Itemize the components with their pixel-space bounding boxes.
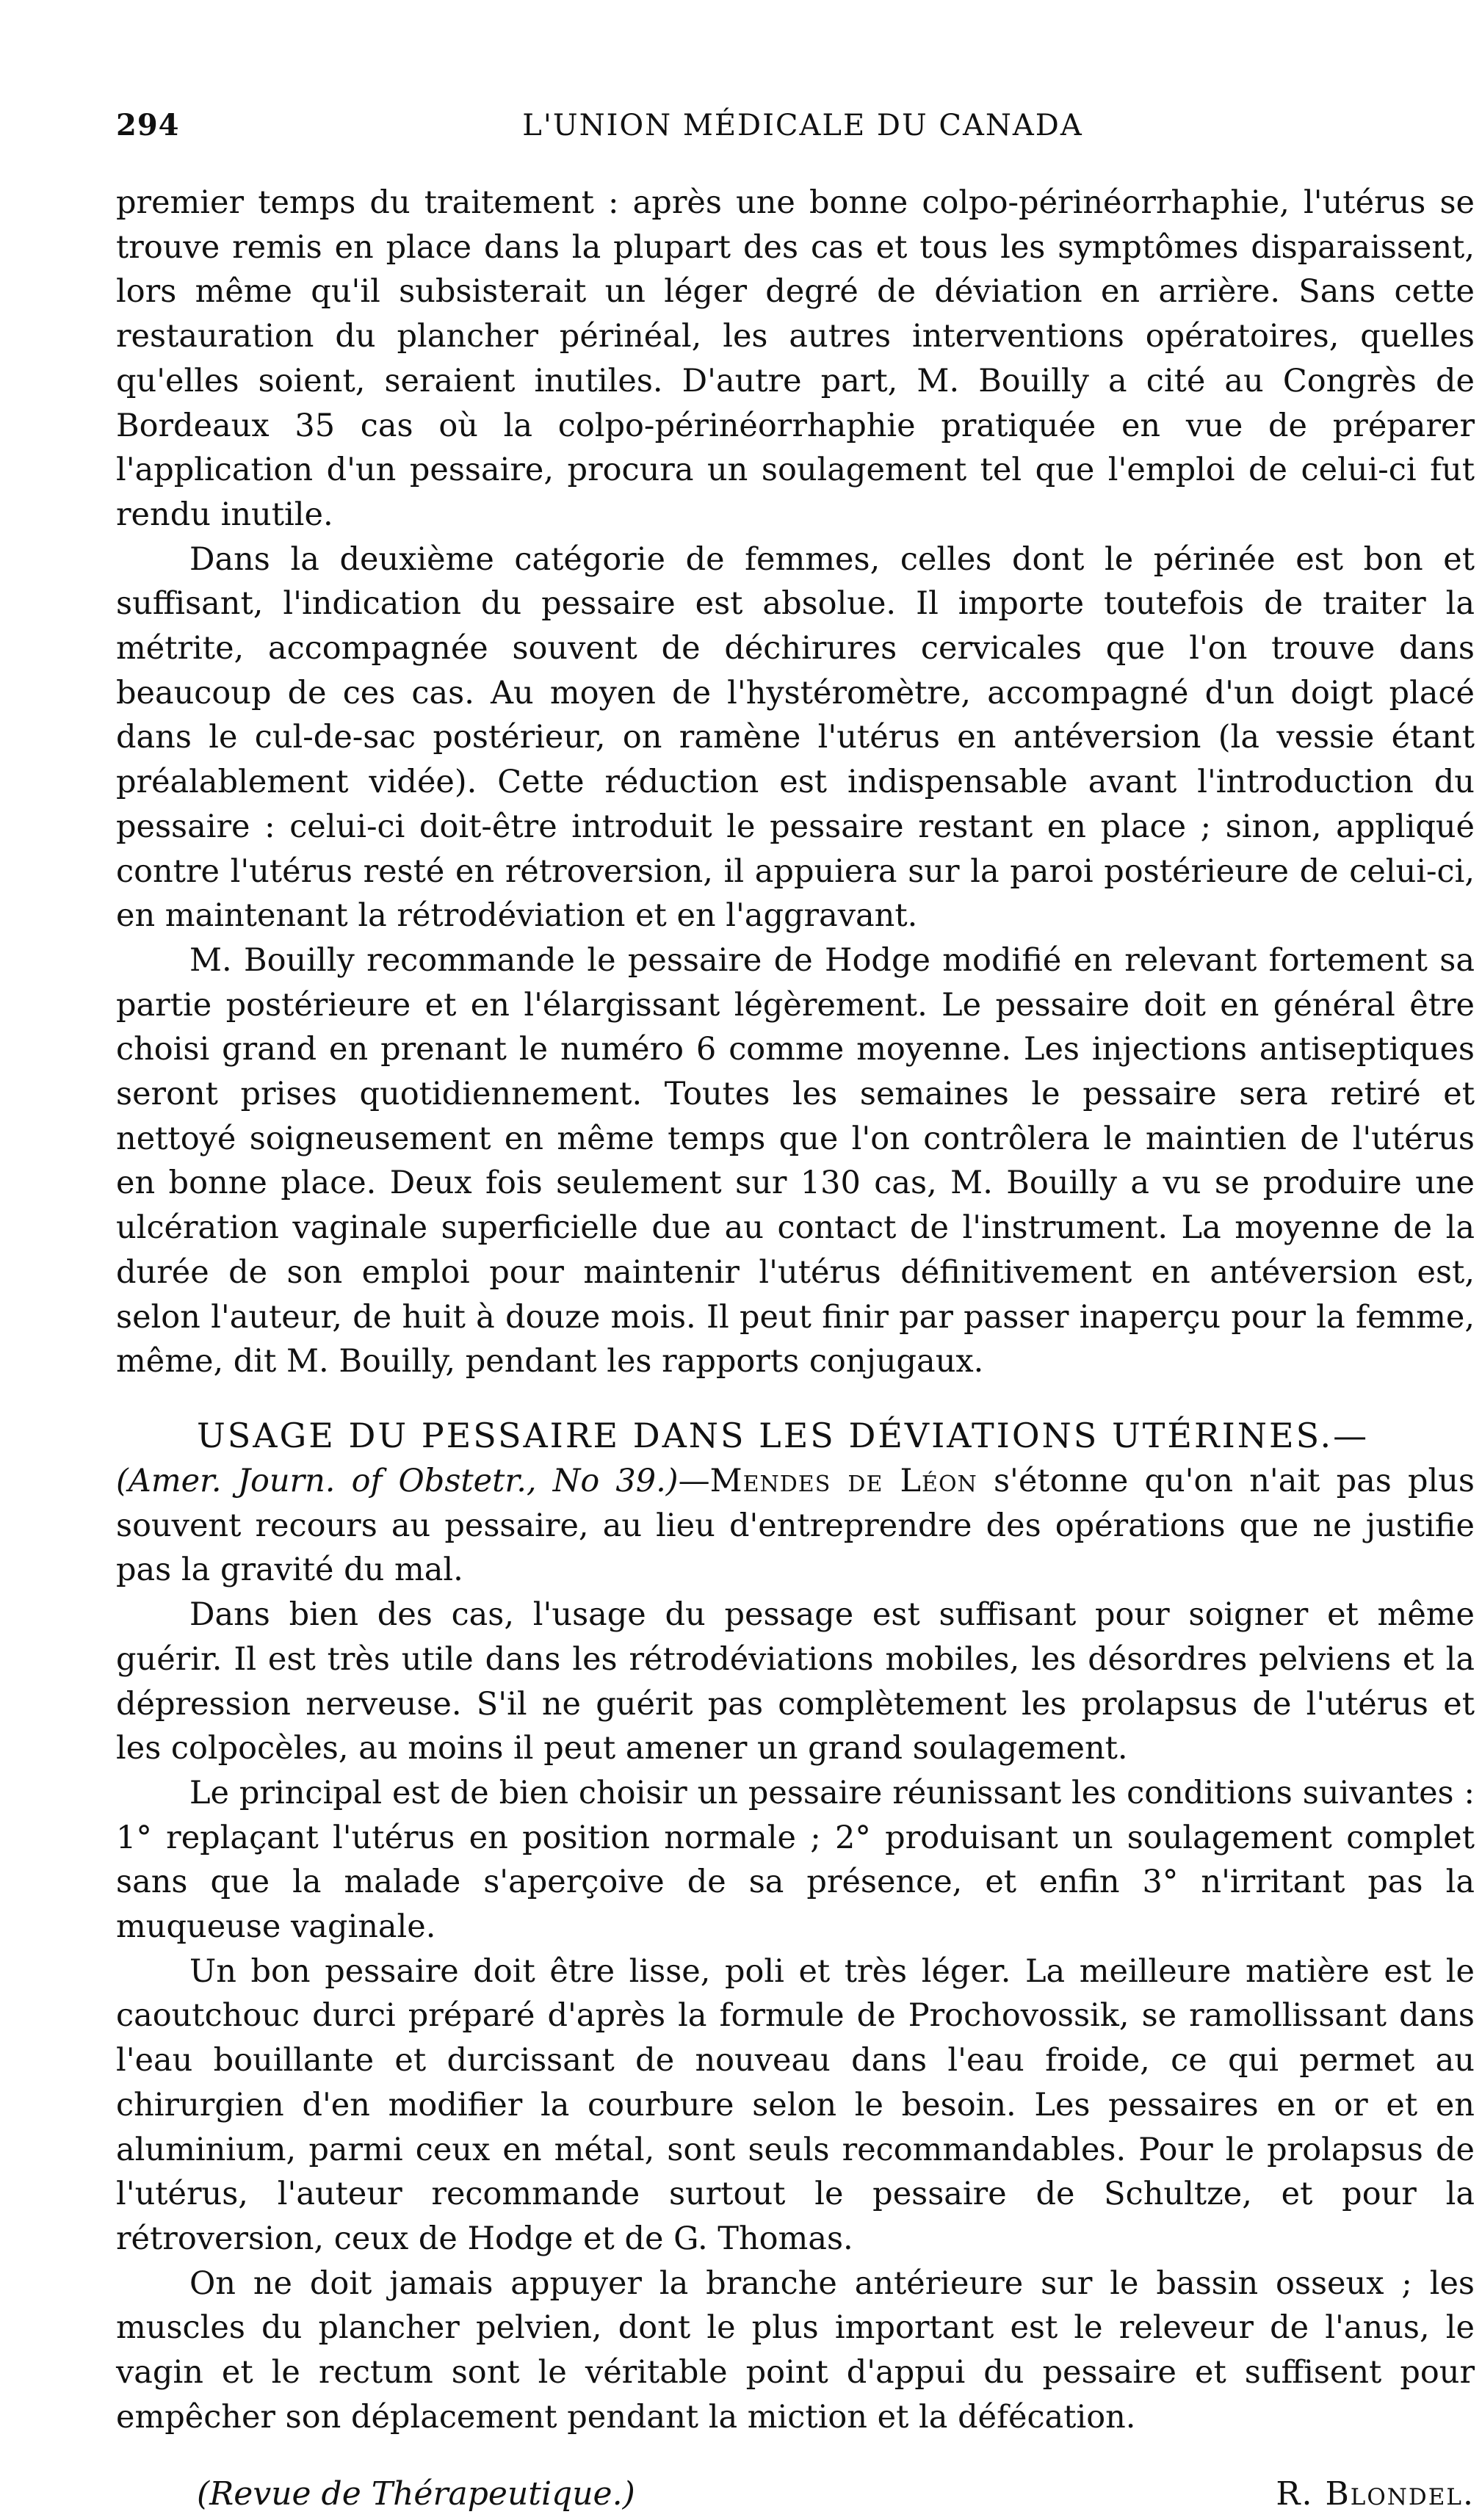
paragraph: premier temps du traitement : après une bonne colpo-périnéorrhaphie, l'utérus se trouve remis en place dans la plupart des cas et tous les symptômes disparaissent, lors même qu'il subsisterait un léger degré de déviation en arrière. Sans cette restauration du plancher périnéal, les autres interventions opératoires, quelles qu'elles soient, seraient inutiles. D'autre part, M. Bouilly a cité au Congrès de Bordeaux 35 cas où la colpo-périnéorrhaphie pratiquée en vue de préparer l'application d'un pessaire, procura un soulagement tel que l'emploi de celui-ci fut rendu inutile.	[116, 184, 1475, 533]
paragraph: Dans bien des cas, l'usage du pessage est suffisant pour soigner et même guérir. Il est très utile dans les rétrodéviations mobiles, les désordres pelviens et la dépression nerveuse. S'il ne guérit pas complètement les prolapsus de l'utérus et les colpocèles, au moins il peut amener un grand soulagement.	[116, 1596, 1475, 1767]
lead-text: s'étonne qu'on n'ait pas plus souvent recours au pessaire, au lieu d'entreprendre des opérations que ne justifie pas la gravité du mal.	[116, 1462, 1475, 1589]
article-body	[116, 1459, 1475, 2439]
dash: —	[678, 1462, 710, 1499]
source-reference: (Revue de Thérapeutique.)	[197, 2475, 635, 2513]
paragraph: On ne doit jamais appuyer la branche antérieure sur le bassin osseux ; les muscles du plancher pelvien, dont le plus important est le releveur de l'anus, le vagin et le rectum sont le véritable point d'appui du pessaire et suffisent pour empêcher son déplacement pendant la miction et la défécation.	[116, 2264, 1475, 2436]
article-footer	[116, 2469, 1475, 2520]
article-title: USAGE DU PESSAIRE DANS LES DÉVIATIONS UTÉRINES.—	[197, 1415, 1370, 1455]
article-citation: (Amer. Journ. of Obstetr., No 39.)	[116, 1462, 679, 1499]
page-header	[116, 103, 1482, 148]
article-lead-paragraph	[116, 1459, 1475, 1593]
page-number: 294	[116, 108, 180, 142]
paragraph: Le principal est de bien choisir un pessaire réunissant les conditions suivantes : 1° replaçant l'utérus en position normale ; 2° produisant un soulagement complet sans que la malade s'aperçoive de sa présence, et enfin 3° n'irritant pas la muqueuse vaginale.	[116, 1774, 1475, 1946]
continued-article	[116, 181, 1475, 1384]
article-author: Mendes de Léon	[709, 1462, 977, 1499]
running-head: L'UNION MÉDICALE DU CANADA	[522, 109, 1083, 142]
signature: R. Blondel.	[1276, 2475, 1475, 2513]
paragraph: Un bon pessaire doit être lisse, poli et très léger. La meilleure matière est le caoutchouc durci préparé d'après la formule de Prochovossik, se ramollissant dans l'eau bouillante et durcissant de nouveau dans l'eau froide, ce qui permet au chirurgien d'en modifier la courbure selon le besoin. Les pessaires en or et en aluminium, parmi ceux en métal, sont seuls recommandables. Pour le prolapsus de l'utérus, l'auteur recommande surtout le pessaire de Schultze, et pour la rétroversion, ceux de Hodge et de G. Thomas.	[116, 1952, 1475, 2257]
paragraph: M. Bouilly recommande le pessaire de Hodge modifié en relevant fortement sa partie postérieure et en l'élargissant légèrement. Le pessaire doit en général être choisi grand en prenant le numéro 6 comme moyenne. Les injections antiseptiques seront prises quotidiennement. Toutes les semaines le pessaire sera retiré et nettoyé soigneusement en même temps que l'on contrôlera le maintien de l'utérus en bonne place. Deux fois seulement sur 130 cas, M. Bouilly a vu se produire une ulcération vaginale superficielle due au contact de l'instrument. La moyenne de la durée de son emploi pour maintenir l'utérus définitivement en antéversion est, selon l'auteur, de huit à douze mois. Il peut finir par passer inaperçu pour la femme, même, dit M. Bouilly, pendant les rapports conjugaux.	[116, 941, 1475, 1380]
paragraph: Dans la deuxième catégorie de femmes, celles dont le périnée est bon et suffisant, l'indication du pessaire est absolue. Il importe toutefois de traiter la métrite, accompagnée souvent de déchirures cervicales que l'on trouve dans beaucoup de ces cas. Au moyen de l'hystéromètre, accompagné d'un doigt placé dans le cul-de-sac postérieur, on ramène l'utérus en antéversion (la vessie étant préalablement vidée). Cette réduction est indispensable avant l'introduction du pessaire : celui-ci doit-être introduit le pessaire restant en place ; sinon, appliqué contre l'utérus resté en rétroversion, il appuiera sur la paroi postérieure de celui-ci, en maintenant la rétrodéviation et en l'aggravant.	[116, 540, 1475, 935]
